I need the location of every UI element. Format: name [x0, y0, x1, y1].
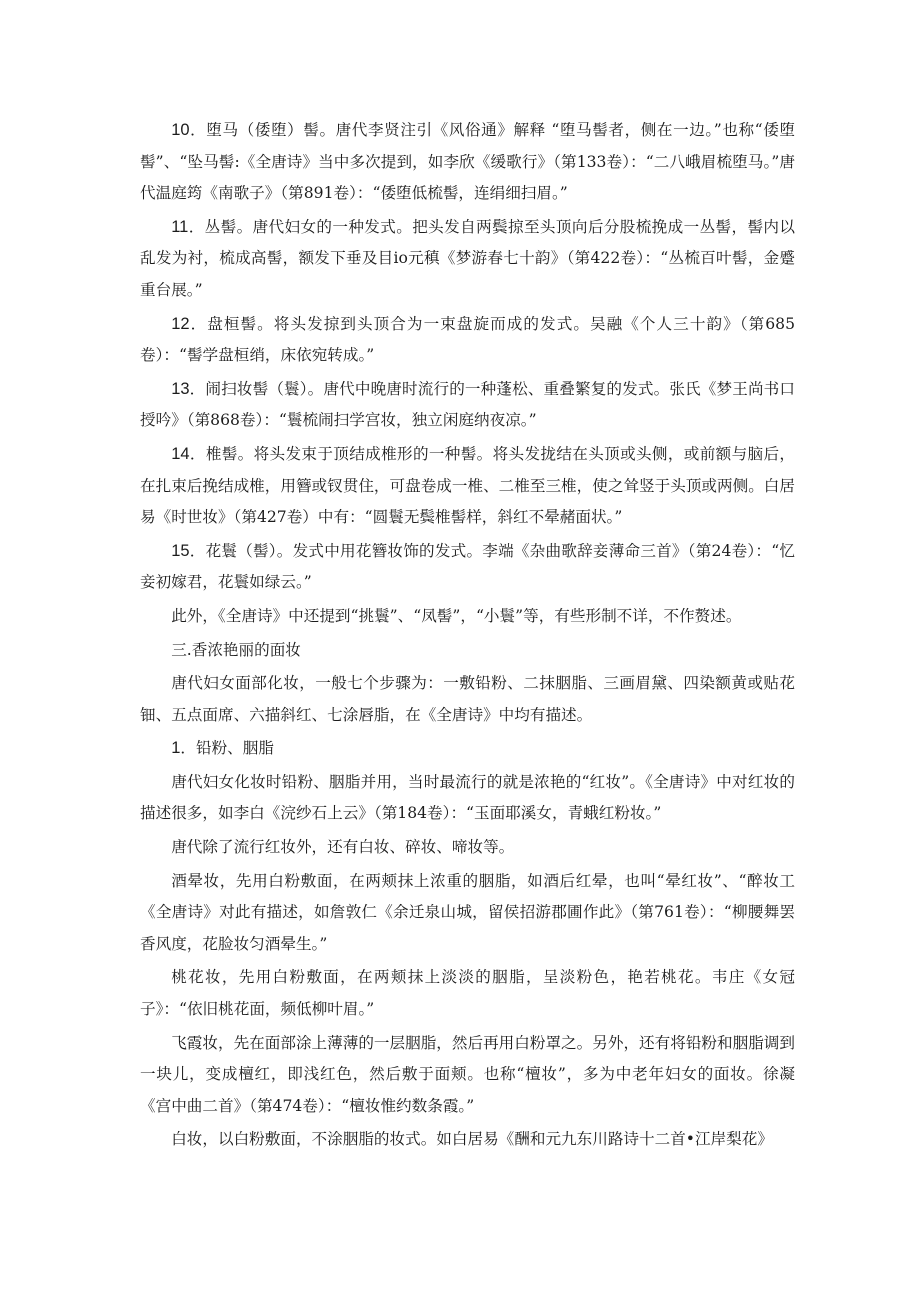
paragraph-text: ．椎髻。将头发束于顶结成椎形的一种髻。将头发拢结在头顶或头侧，或前额与脑后，在扎束后挽结成椎，用簪或钗贯住，可盘卷成一椎、二椎至三椎，使之耸竖于头顶或两侧。白居易《时世妆》（第427卷）中有：“圆鬟无鬓椎髻样，斜红不晕赭面状。” — [140, 444, 795, 527]
paragraph-text: 唐代除了流行红妆外，还有白妆、碎妆、啼妆等。 — [171, 838, 515, 857]
paragraph-wine-blush — [140, 866, 795, 961]
document-body — [140, 115, 795, 1156]
item-number: 1 — [171, 739, 181, 758]
subheading-item-1 — [140, 733, 795, 765]
paragraph-white-makeup — [140, 1124, 795, 1156]
paragraph-text: ．闹扫妆髻（鬟）。唐代中晚唐时流行的一种蓬松、重叠繁复的发式。张氏《梦王尚书口授吟》（第868卷）：“鬟梳闹扫学宫妆，独立闲庭纳夜凉。” — [140, 379, 795, 430]
heading-text: 三.香浓艳丽的面妆 — [171, 640, 301, 659]
paragraph-item-14 — [140, 439, 795, 534]
paragraph-text: 飞霞妆，先在面部涂上薄薄的一层胭脂，然后再用白粉罩之。另外，还有将铅粉和胭脂调到一块儿，变成檀红，即浅红色，然后敷于面颊。也称“檀妆”，多为中老年妇女的面妆。徐凝《宫中曲二首》（第474卷）：“檀妆惟约数条霞。” — [140, 1033, 795, 1115]
item-number: 13 — [171, 379, 190, 398]
paragraph-text: ．丛髻。唐代妇女的一种发式。把头发自两鬓掠至头顶向后分股梳挽成一丛髻，髻内以乱发为衬，梳成高髻，额发下垂及目io元稹《梦游春七十韵》（第422卷）：“丛梳百叶髻，金蹙重台展。” — [140, 217, 795, 299]
section-heading — [140, 635, 795, 667]
item-number: 11 — [171, 217, 189, 236]
item-number: 10 — [171, 121, 190, 139]
paragraph-text: 唐代妇女面部化妆，一般七个步骤为：一敷铅粉、二抹胭脂、三画眉黛、四染额黄或贴花钿、五点面席、六描斜红、七涂唇脂，在《全唐诗》中均有描述。 — [140, 674, 795, 724]
paragraph-makeup-steps — [140, 668, 795, 731]
paragraph-text: 白妆，以白粉敷面，不涂胭脂的妆式。如白居易《酬和元九东川路诗十二首•江岸梨花》 — [171, 1130, 773, 1149]
item-number: 15 — [171, 541, 190, 560]
paragraph-red-makeup — [140, 767, 795, 830]
item-number: 12 — [171, 314, 190, 333]
paragraph-text: ．堕马（倭堕）髻。唐代李贤注引《风俗通》解释 “堕马髻者，侧在一边。”也称“倭堕髻”、“坠马髻:《全唐诗》当中多次提到，如李欣《缓歌行》（第133卷）：“二八峨眉梳堕马。”唐代温庭筠《南歌子》（第891卷）：“倭堕低梳髻，连绢细扫眉。” — [140, 121, 795, 203]
paragraph-item-15 — [140, 536, 795, 599]
paragraph-additional-styles — [140, 601, 795, 633]
paragraph-flying-cloud — [140, 1028, 795, 1123]
paragraph-text: ．盘桓髻。将头发掠到头顶合为一束盘旋而成的发式。吴融《个人三十韵》（第685卷）：“髻学盘桓绡，床依宛转成。” — [140, 314, 795, 365]
paragraph-text: 桃花妆，先用白粉敷面，在两颊抹上淡淡的胭脂，呈淡粉色，艳若桃花。韦庄《女冠子》：“依旧桃花面，频低柳叶眉。” — [140, 968, 795, 1019]
paragraph-item-12 — [140, 309, 795, 372]
paragraph-item-10 — [140, 115, 795, 210]
paragraph-item-11 — [140, 212, 795, 307]
paragraph-peach-blossom — [140, 962, 795, 1025]
paragraph-text: 此外，《全唐诗》中还提到“挑鬟”、“凤髻”，“小鬟”等，有些形制不详，不作赘述。 — [171, 606, 742, 625]
paragraph-item-13 — [140, 374, 795, 437]
subheading-text: ．铅粉、胭脂 — [180, 739, 274, 758]
paragraph-other-makeup — [140, 832, 795, 864]
paragraph-text: ．花鬟（髻）。发式中用花簪妆饰的发式。李端《杂曲歌辞妾薄命三首》（第24卷）：“忆妾初嫁君，花鬟如绿云。” — [140, 541, 795, 592]
paragraph-text: 酒晕妆，先用白粉敷面，在两颊抹上浓重的胭脂，如酒后红晕，也叫“晕红妆”、“醉妆工《全唐诗》对此有描述，如詹敦仁《余迁泉山城，留侯招游郡圃作此》（第761卷）：“柳腰舞罢香风度，花脸妆匀酒晕生。” — [140, 871, 795, 953]
item-number: 14 — [171, 444, 190, 463]
paragraph-text: 唐代妇女化妆时铅粉、胭脂并用，当时最流行的就是浓艳的“红妆”。《全唐诗》中对红妆的描述很多，如李白《浣纱石上云》（第184卷）：“玉面耶溪女，青蛾红粉妆。” — [140, 772, 795, 823]
